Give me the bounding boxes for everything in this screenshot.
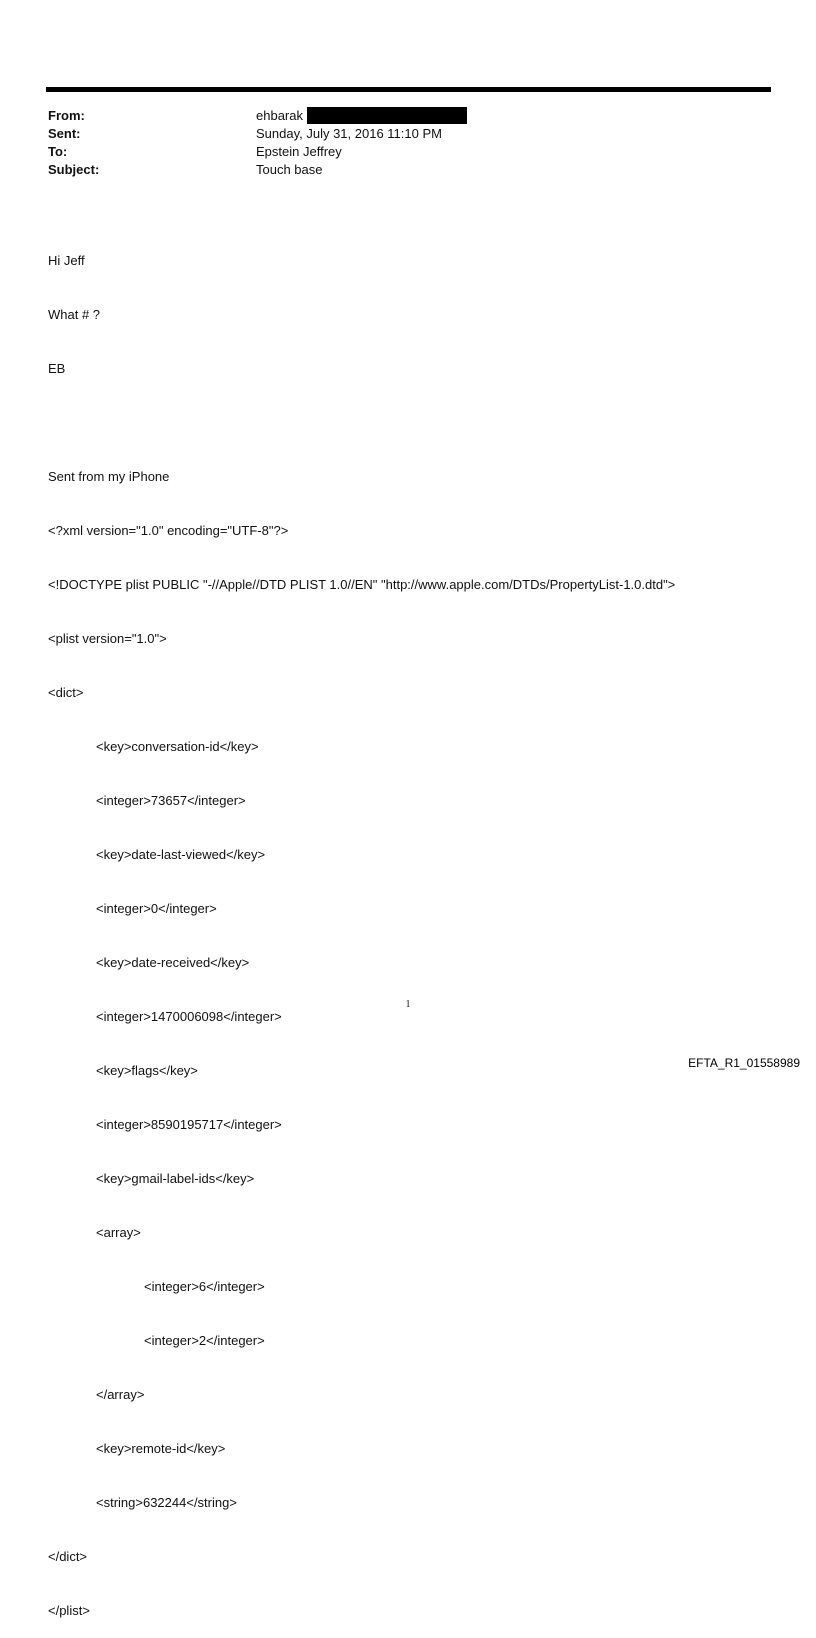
xml-declaration: <?xml version="1.0" encoding="UTF-8"?> <box>48 523 289 538</box>
from-sender: ehbarak <box>256 108 303 123</box>
signature: Sent from my iPhone <box>48 469 170 484</box>
plist-line: <string>632244</string> <box>96 1495 237 1510</box>
redaction-box <box>307 107 467 124</box>
from-row <box>48 107 467 125</box>
email-body <box>48 216 788 1638</box>
sent-row <box>48 125 467 143</box>
array-item: <integer>2</integer> <box>144 1333 265 1348</box>
to-row <box>48 143 467 161</box>
bates-number: EFTA_R1_01558989 <box>688 1056 800 1070</box>
plist-line: <key>conversation-id</key> <box>96 739 259 754</box>
from-label: From: <box>48 108 85 123</box>
to-label: To: <box>48 144 68 159</box>
array-open: <array> <box>96 1225 141 1240</box>
plist-line: <key>date-received</key> <box>96 955 250 970</box>
plist-line: <integer>8590195717</integer> <box>96 1117 282 1132</box>
array-item: <integer>6</integer> <box>144 1279 265 1294</box>
to-value: Epstein Jeffrey <box>256 144 342 159</box>
plist-close: </plist> <box>48 1603 90 1618</box>
spacer <box>48 414 788 432</box>
plist-line: <key>date-last-viewed</key> <box>96 847 266 862</box>
plist-line: <integer>1470006098</integer> <box>96 1009 282 1024</box>
email-header <box>48 107 467 179</box>
subject-value: Touch base <box>256 162 323 177</box>
sent-value: Sunday, July 31, 2016 11:10 PM <box>256 126 442 141</box>
dict-open: <dict> <box>48 685 84 700</box>
plist-open: <plist version="1.0"> <box>48 631 167 646</box>
from-value <box>256 107 467 125</box>
greeting: Hi Jeff <box>48 253 85 268</box>
plist-line: <integer>73657</integer> <box>96 793 246 808</box>
doctype-line: <!DOCTYPE plist PUBLIC "-//Apple//DTD PLIST 1.0//EN" "http://www.apple.com/DTDs/PropertyList-1.0.dtd"> <box>48 577 676 592</box>
plist-line: <key>flags</key> <box>96 1063 198 1078</box>
array-close: </array> <box>96 1387 145 1402</box>
signoff: EB <box>48 361 66 376</box>
header-rule <box>46 87 771 92</box>
plist-line: <integer>0</integer> <box>96 901 217 916</box>
subject-label: Subject: <box>48 162 100 177</box>
dict-close: </dict> <box>48 1549 88 1564</box>
subject-row <box>48 161 467 179</box>
plist-line: <key>remote-id</key> <box>96 1441 226 1456</box>
sent-label: Sent: <box>48 126 81 141</box>
question: What # ? <box>48 307 101 322</box>
page-number: 1 <box>405 999 411 1010</box>
plist-line: <key>gmail-label-ids</key> <box>96 1171 255 1186</box>
